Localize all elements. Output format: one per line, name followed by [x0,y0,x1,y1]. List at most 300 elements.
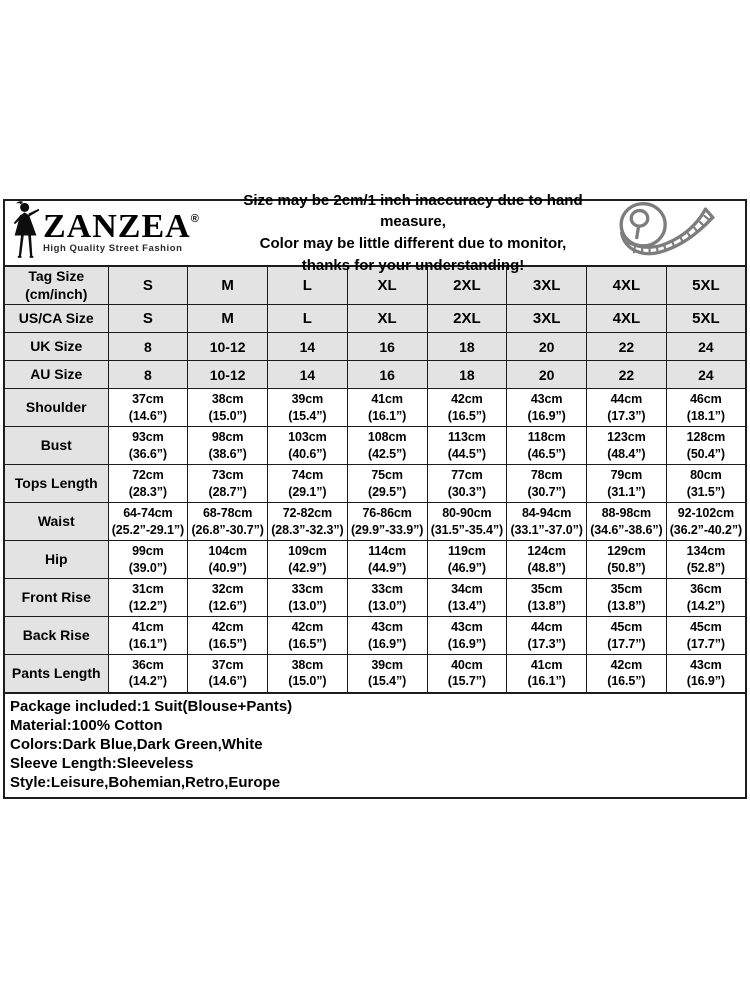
table-cell-line: (38.6”) [208,446,247,461]
table-cell-line: 43cm [371,620,403,634]
table-cell-line: (16.9”) [686,674,725,689]
row-label-line: Front Rise [21,588,91,605]
table-cell-line: (13.4”) [447,598,486,613]
table-cell-line: (44.5”) [447,446,486,461]
table-cell-line: 41cm [132,620,164,634]
table-cell-line: 38cm [291,657,324,672]
table-cell [587,389,667,427]
row-label [4,465,108,503]
table-cell-line: 37cm [132,392,164,406]
table-cell-line: 8 [143,338,152,355]
table-cell [507,617,587,655]
table-cell-line: (16.5”) [607,674,646,689]
table-cell-line: 20 [538,338,555,355]
table-cell [347,541,427,579]
table-cell-line: 68-78cm [202,506,253,520]
woman-silhouette-icon [11,201,41,266]
table-cell [188,541,268,579]
row-label-line: UK Size [30,337,83,354]
table-cell-line: (40.9”) [208,560,247,575]
table-cell-line: (30.7”) [527,484,566,499]
product-info [3,692,747,799]
table-cell-line: (46.5”) [527,446,566,461]
table-row [4,465,746,503]
table-cell [666,617,746,655]
table-cell [108,579,188,617]
table-cell [666,266,746,305]
table-cell-line: 98cm [211,430,244,444]
row-label-line: Back Rise [22,626,90,643]
table-cell-line: 22 [618,338,635,355]
table-cell-line: (13.8”) [607,598,646,613]
table-cell [108,427,188,465]
table-cell [268,389,348,427]
table-cell-line: M [221,310,234,327]
table-cell-line: 33cm [371,582,403,596]
table-cell [108,655,188,693]
table-row [4,389,746,427]
table-cell [427,465,507,503]
table-cell-line: (52.8”) [686,560,725,575]
table-cell [347,389,427,427]
table-cell [188,305,268,333]
row-label-line: US/CA Size [18,309,94,326]
table-cell [507,655,587,693]
table-cell-line: (17.7”) [607,636,646,651]
table-cell-line: (15.4”) [288,408,327,423]
table-cell [268,427,348,465]
table-cell-line: (36.6”) [128,446,167,461]
table-cell [507,427,587,465]
table-cell [268,465,348,503]
table-cell-line: (17.3”) [527,636,566,651]
table-cell-line: 108cm [367,430,407,444]
table-cell [268,333,348,361]
measuring-tape-icon [597,200,745,266]
table-cell [188,655,268,693]
table-cell-line: XL [377,277,397,294]
row-label [4,541,108,579]
table-cell [587,541,667,579]
table-cell [587,305,667,333]
table-cell-line: 18 [459,338,475,355]
table-cell-line: 80cm [690,468,722,482]
table-cell-line: 104cm [208,544,247,558]
table-cell [666,361,746,389]
table-cell-line: M [221,277,234,294]
table-cell-line: (16.1”) [368,408,407,423]
table-cell-line: (28.7”) [208,484,247,499]
table-cell-line: (16.9”) [527,408,566,423]
table-cell-line: 5XL [692,310,720,327]
table-cell [108,305,188,333]
table-cell-line: 20 [538,366,555,383]
row-label [4,427,108,465]
table-cell-line: 75cm [371,468,403,482]
table-cell [268,579,348,617]
table-cell-line: 45cm [610,620,643,634]
row-label-line: AU Size [30,365,83,382]
table-cell-line: 2XL [453,277,481,294]
table-cell-line: 119cm [448,544,486,558]
table-cell-line: 84-94cm [521,506,572,520]
table-cell-line: 35cm [530,582,563,596]
table-cell [268,617,348,655]
table-cell [108,617,188,655]
table-cell [507,465,587,503]
table-cell-line: (40.6”) [288,446,327,461]
table-row [4,361,746,389]
table-cell-line: (16.1”) [128,636,167,651]
table-cell-line: (16.1”) [527,674,566,689]
table-cell-line: 113cm [448,430,486,444]
table-cell [427,333,507,361]
table-cell-line: (31.5”-35.4”) [430,522,504,537]
table-cell-line: 8 [143,366,152,383]
table-cell-line: (17.3”) [607,408,646,423]
table-cell [347,305,427,333]
table-cell-line: 39cm [291,392,324,406]
row-label-line: Tops Length [14,474,98,491]
table-cell-line: 45cm [690,620,722,634]
table-cell [188,579,268,617]
table-cell [666,503,746,541]
table-cell [188,333,268,361]
table-cell-line: (31.5”) [686,484,725,499]
table-cell [666,389,746,427]
table-row [4,655,746,693]
row-label [4,305,108,333]
table-cell [427,503,507,541]
table-cell [427,427,507,465]
table-cell-line: 129cm [607,544,646,558]
table-cell-line: 76-86cm [362,506,412,520]
table-cell [587,617,667,655]
table-cell-line: 78cm [530,468,563,482]
table-cell-line: (48.4”) [607,446,646,461]
table-cell [507,389,587,427]
disclaimer-line-1: Size may be 2cm/1 inch inaccuracy due to hand measure, [243,191,583,231]
table-cell-line: (29.5”) [368,484,407,499]
table-cell-line: 10-12 [209,366,246,383]
table-cell-line: (16.5”) [208,636,247,651]
table-cell [507,333,587,361]
table-cell-line: 16 [379,338,395,355]
table-cell [507,503,587,541]
table-cell-line: 10-12 [209,338,246,355]
registered-trademark: ® [190,212,199,225]
table-cell-line: (14.2”) [686,598,725,613]
table-cell [427,305,507,333]
table-cell-line: (14.2”) [128,674,167,689]
table-row [4,503,746,541]
table-cell-line: 40cm [451,657,483,672]
row-label-line: Waist [37,512,75,529]
row-label [4,333,108,361]
row-label [4,266,108,305]
row-label-line: (cm/inch) [25,285,88,302]
table-cell-line: (16.9”) [447,636,486,651]
table-cell-line: (15.4”) [368,674,407,689]
table-cell-line: 16 [379,366,395,383]
table-cell-line: 80-90cm [442,506,492,520]
colors-line: Colors:Dark Blue,Dark Green,White [10,735,263,753]
table-cell [427,541,507,579]
table-cell-line: 33cm [291,582,324,596]
table-cell-line: L [302,310,312,327]
table-cell-line: 39cm [371,657,403,672]
table-cell-line: (15.0”) [208,408,247,423]
table-cell-line: 37cm [211,657,244,672]
table-cell-line: 2XL [453,310,481,327]
table-cell-line: 4XL [612,277,641,294]
table-cell [347,427,427,465]
table-cell-line: (36.2”-40.2”) [669,522,743,537]
row-label-line: Hip [44,550,68,567]
header [3,191,747,274]
logo-text [43,207,199,255]
table-cell-line: 42cm [451,392,483,406]
table-cell-line: 72-82cm [282,506,333,520]
table-cell-line: 41cm [371,392,403,406]
table-cell-line: (15.0”) [288,674,327,689]
table-cell-line: 4XL [612,310,641,327]
style-line: Style:Leisure,Bohemian,Retro,Europe [10,774,281,792]
table-cell-line: 43cm [451,620,483,634]
table-cell-line: (33.1”-37.0”) [510,522,583,537]
brand-tagline: High Quality Street Fashion [43,243,183,255]
table-cell [507,361,587,389]
table-cell-line: 118cm [527,430,566,444]
table-cell-line: 88-98cm [601,506,652,520]
table-row [4,427,746,465]
table-cell [108,389,188,427]
table-cell [587,427,667,465]
row-label-line: Tag Size [28,268,85,284]
table-cell [587,361,667,389]
row-label-line: Pants Length [11,664,101,681]
table-cell [587,266,667,305]
table-cell-line: (13.0”) [288,598,327,613]
table-cell-line: (28.3”) [128,484,167,499]
table-cell-line: (29.1”) [288,484,327,499]
table-cell-line: 73cm [211,468,244,482]
table-cell [108,266,188,305]
table-cell-line: 43cm [530,392,563,406]
table-cell-line: 5XL [692,277,720,294]
row-label [4,389,108,427]
table-cell [347,465,427,503]
table-cell-line: 64-74cm [123,506,173,520]
table-cell-line: (16.9”) [368,636,407,651]
row-label [4,361,108,389]
table-cell-line: (34.6”-38.6”) [590,522,663,537]
table-cell [108,361,188,389]
brand-logo [5,201,233,266]
table-cell-line: 24 [698,366,714,383]
table-cell-line: (39.0”) [128,560,167,575]
table-cell-line: (28.3”-32.3”) [271,522,344,537]
table-cell-line: 92-102cm [677,506,734,520]
table-row [4,333,746,361]
table-cell [507,305,587,333]
table-cell [587,579,667,617]
table-cell-line: 3XL [532,277,561,294]
table-cell [666,427,746,465]
table-cell-line: 114cm [368,544,406,558]
table-cell [347,579,427,617]
table-cell-line: XL [377,310,397,327]
table-cell-line: 34cm [451,582,483,596]
table-cell-line: (50.4”) [686,446,725,461]
table-cell [268,503,348,541]
table-cell-line: 123cm [607,430,646,444]
table-cell [347,333,427,361]
table-cell-line: 14 [299,338,316,355]
size-disclaimer [233,190,597,277]
table-cell [666,333,746,361]
row-label [4,579,108,617]
table-cell [507,541,587,579]
table-cell-line: 24 [698,338,714,355]
table-cell-line: 99cm [132,544,164,558]
table-cell-line: 124cm [527,544,566,558]
table-cell [188,389,268,427]
brand-name: ZANZEA [43,207,191,245]
table-cell-line: (46.9”) [447,560,486,575]
table-cell [188,465,268,503]
table-cell [666,579,746,617]
table-cell-line: 109cm [288,544,327,558]
table-cell-line: (50.8”) [607,560,646,575]
table-cell-line: S [142,310,153,327]
table-cell [347,361,427,389]
table-cell-line: 93cm [132,430,164,444]
package-included-line: Package included:1 Suit(Blouse+Pants) [10,697,293,715]
table-cell [427,617,507,655]
table-row [4,541,746,579]
table-cell-line: (17.7”) [686,636,725,651]
size-table-body [4,266,746,693]
table-row [4,579,746,617]
table-cell [427,579,507,617]
table-cell [347,655,427,693]
row-label-line: Bust [40,436,72,453]
table-cell-line: 42cm [610,657,643,672]
table-cell-line: 31cm [132,582,164,596]
table-cell-line: (18.1”) [686,408,725,423]
table-cell-line: 42cm [211,620,244,634]
table-cell-line: (42.9”) [288,560,327,575]
table-cell-line: 35cm [610,582,643,596]
table-cell [188,503,268,541]
table-cell-line: (15.7”) [447,674,486,689]
table-cell [587,503,667,541]
table-cell [268,655,348,693]
table-cell [427,361,507,389]
table-cell [587,465,667,503]
table-cell-line: 41cm [530,657,563,672]
table-cell-line: (13.8”) [527,598,566,613]
table-cell [108,333,188,361]
table-row [4,617,746,655]
size-chart-table [3,265,747,694]
table-cell [188,617,268,655]
table-cell [587,655,667,693]
table-cell [188,361,268,389]
table-cell-line: (42.5”) [368,446,407,461]
table-cell-line: 44cm [610,392,643,406]
table-cell-line: 103cm [288,430,327,444]
table-cell-line: 46cm [690,392,722,406]
table-cell-line: (16.5”) [288,636,327,651]
table-cell [427,389,507,427]
disclaimer-line-3: thanks for your understanding! [301,256,525,274]
table-cell-line: (12.6”) [208,598,247,613]
size-chart-sheet [3,191,747,799]
table-cell-line: 3XL [532,310,561,327]
table-cell-line: 38cm [211,392,244,406]
table-cell-line: (14.6”) [128,408,167,423]
table-cell-line: (16.5”) [447,408,486,423]
table-cell [666,465,746,503]
table-cell-line: (48.8”) [527,560,566,575]
table-cell-line: (29.9”-33.9”) [350,522,424,537]
table-cell-line: 74cm [291,468,324,482]
table-cell-line: 134cm [686,544,726,558]
table-cell-line: 128cm [686,430,726,444]
table-cell-line: 72cm [132,468,164,482]
table-cell [347,617,427,655]
table-cell [268,305,348,333]
table-cell [666,655,746,693]
table-cell [666,541,746,579]
row-label [4,503,108,541]
table-cell-line: (12.2”) [128,598,167,613]
table-cell-line: S [142,277,153,294]
table-cell-line: 44cm [530,620,563,634]
row-label [4,655,108,693]
table-row [4,305,746,333]
table-cell-line: 77cm [451,468,483,482]
table-cell [347,503,427,541]
table-cell [188,427,268,465]
table-cell [108,465,188,503]
table-cell [587,333,667,361]
table-cell-line: (13.0”) [368,598,407,613]
table-cell-line: 36cm [132,657,164,672]
disclaimer-line-2: Color may be little different due to monitor, [259,235,567,252]
table-cell-line: (14.6”) [208,674,247,689]
table-cell-line: 32cm [211,582,244,596]
table-cell-line: 14 [299,366,316,383]
table-cell [507,579,587,617]
table-cell-line: (26.8”-30.7”) [191,522,264,537]
table-cell-line: (44.9”) [368,560,407,575]
table-cell-line: 18 [459,366,475,383]
table-cell-line: 22 [618,366,635,383]
table-cell-line: (25.2”-29.1”) [111,522,185,537]
table-cell-line: (31.1”) [607,484,646,499]
row-label-line: Shoulder [25,398,87,415]
table-cell [268,361,348,389]
row-label [4,617,108,655]
table-cell [268,541,348,579]
table-cell-line: L [302,277,312,294]
table-cell-line: (30.3”) [447,484,486,499]
table-cell [108,541,188,579]
material-line: Material:100% Cotton [10,716,163,734]
